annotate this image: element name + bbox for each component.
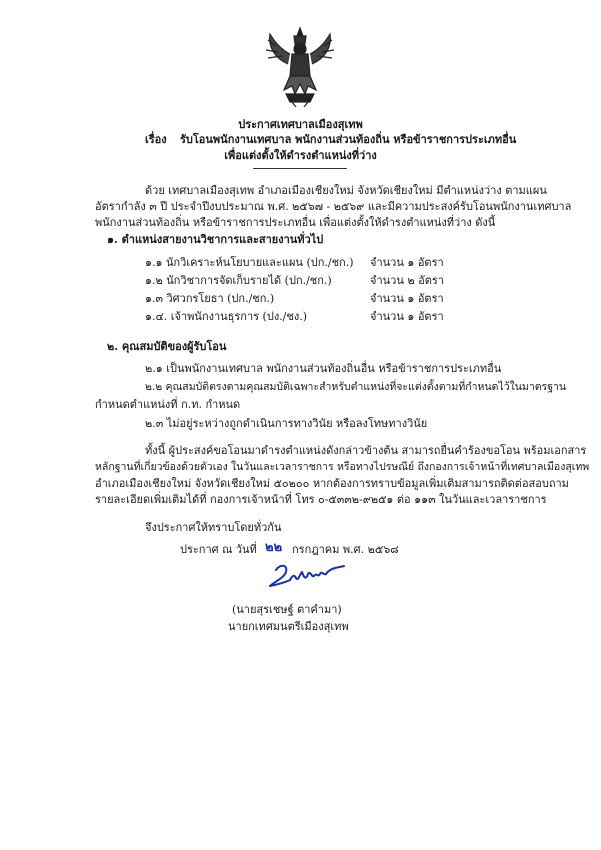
subject-label: เรื่อง — [145, 133, 167, 146]
qualification-item-2-line-2: กำหนดตำแหน่งที่ ก.ท. กำหนด — [95, 398, 241, 411]
subject-line-2: เพื่อแต่งตั้งให้ดำรงตำแหน่งที่ว่าง — [224, 149, 377, 162]
qualification-item-3: ๒.๓ ไม่อยู่ระหว่างถูกดำเนินการทางวินัย หรือลงโทษทางวินัย — [145, 417, 428, 430]
position-item-qty: จำนวน ๑ อัตรา — [370, 310, 444, 323]
closing-line-4: รายละเอียดเพิ่มเติมได้ที่ กองการเจ้าหน้าที่ โทร ๐-๕๓๓๒-๙๒๕๑ ต่อ ๑๑๓ ในวันและเวลาราชการ — [95, 493, 547, 506]
intro-line-2: อัตรากำลัง ๓ ปี ประจำปีงบประมาณ พ.ศ. ๒๕๖๗ - ๒๕๖๙ และมีความประสงค์รับโอนพนักงานเทศบาล — [95, 200, 572, 213]
handwritten-signature-icon — [262, 560, 352, 596]
org-title: ประกาศเทศบาลเมืองสุเทพ — [238, 118, 363, 131]
closing-line-2: หลักฐานที่เกี่ยวข้องด้วยตัวเอง ในวันและเวลาราชการ หรือทางไปรษณีย์ ถึงกองการเจ้าหน้าที่เทศบาลเมืองสุเทพ — [95, 461, 590, 473]
signer-name: (นายสุรเชษฐ์ ตาคำมา) — [232, 603, 342, 616]
position-item-name: ๑.๓ วิศวกรโยธา (ปก./ชก.) — [145, 292, 275, 305]
position-item-qty: จำนวน ๑ อัตรา — [370, 256, 444, 269]
date-day: ๒๒ — [265, 540, 283, 555]
date-prefix: ประกาศ ณ วันที่ — [180, 543, 257, 556]
position-item-name: ๑.๔. เจ้าพนักงานธุรการ (ปง./ชง.) — [145, 310, 308, 323]
announce-text: จึงประกาศให้ทราบโดยทั่วกัน — [145, 521, 282, 534]
garuda-emblem-icon — [262, 24, 338, 108]
qualification-item-1: ๒.๑ เป็นพนักงานเทศบาล พนักงานส่วนท้องถิ่นอื่น หรือข้าราชการประเภทอื่น — [145, 362, 502, 375]
section1-heading: ๑. ตำแหน่งสายงานวิชาการและสายงานทั่วไป — [107, 233, 324, 246]
position-item-name: ๑.๒ นักวิชาการจัดเก็บรายได้ (ปก./ชก.) — [145, 274, 332, 287]
subject-line-1: รับโอนพนักงานเทศบาล พนักงานส่วนท้องถิ่น หรือข้าราชการประเภทอื่น — [180, 133, 517, 146]
closing-line-3: อำเภอเมืองเชียงใหม่ จังหวัดเชียงใหม่ ๕๐๒๐๐ หากต้องการทราบข้อมูลเพิ่มเติมสามารถติดต่อสอบถาม — [95, 477, 569, 490]
date-suffix: กรกฎาคม พ.ศ. ๒๕๖๘ — [292, 543, 399, 556]
position-item-name: ๑.๑ นักวิเคราะห์นโยบายและแผน (ปก./ชก.) — [145, 256, 354, 269]
intro-line-3: พนักงานส่วนท้องถิ่น หรือข้าราชการประเภทอื่น เพื่อแต่งตั้งให้ดำรงตำแหน่งที่ว่าง ดังนี้ — [95, 216, 496, 229]
qualification-item-2-line-1: ๒.๒ คุณสมบัติตรงตามคุณสมบัติเฉพาะสำหรับตำแหน่งที่จะแต่งตั้งตามที่กำหนดไว้ในมาตรฐาน — [145, 381, 567, 393]
intro-line-1: ด้วย เทศบาลเมืองสุเทพ อำเภอเมืองเชียงใหม่ จังหวัดเชียงใหม่ มีตำแหน่งว่าง ตามแผน — [145, 184, 547, 197]
closing-line-1: ทั้งนี้ ผู้ประสงค์ขอโอนมาดำรงตำแหน่งดังกล่าวข้างต้น สามารถยื่นคำร้องขอโอน พร้อมเอกสาร — [145, 444, 587, 457]
position-item-qty: จำนวน ๒ อัตรา — [370, 274, 444, 287]
signer-title: นายกเทศมนตรีเมืองสุเทพ — [228, 620, 349, 633]
header-divider — [253, 168, 347, 169]
position-item-qty: จำนวน ๑ อัตรา — [370, 292, 444, 305]
section2-heading: ๒. คุณสมบัติของผู้รับโอน — [107, 340, 227, 353]
